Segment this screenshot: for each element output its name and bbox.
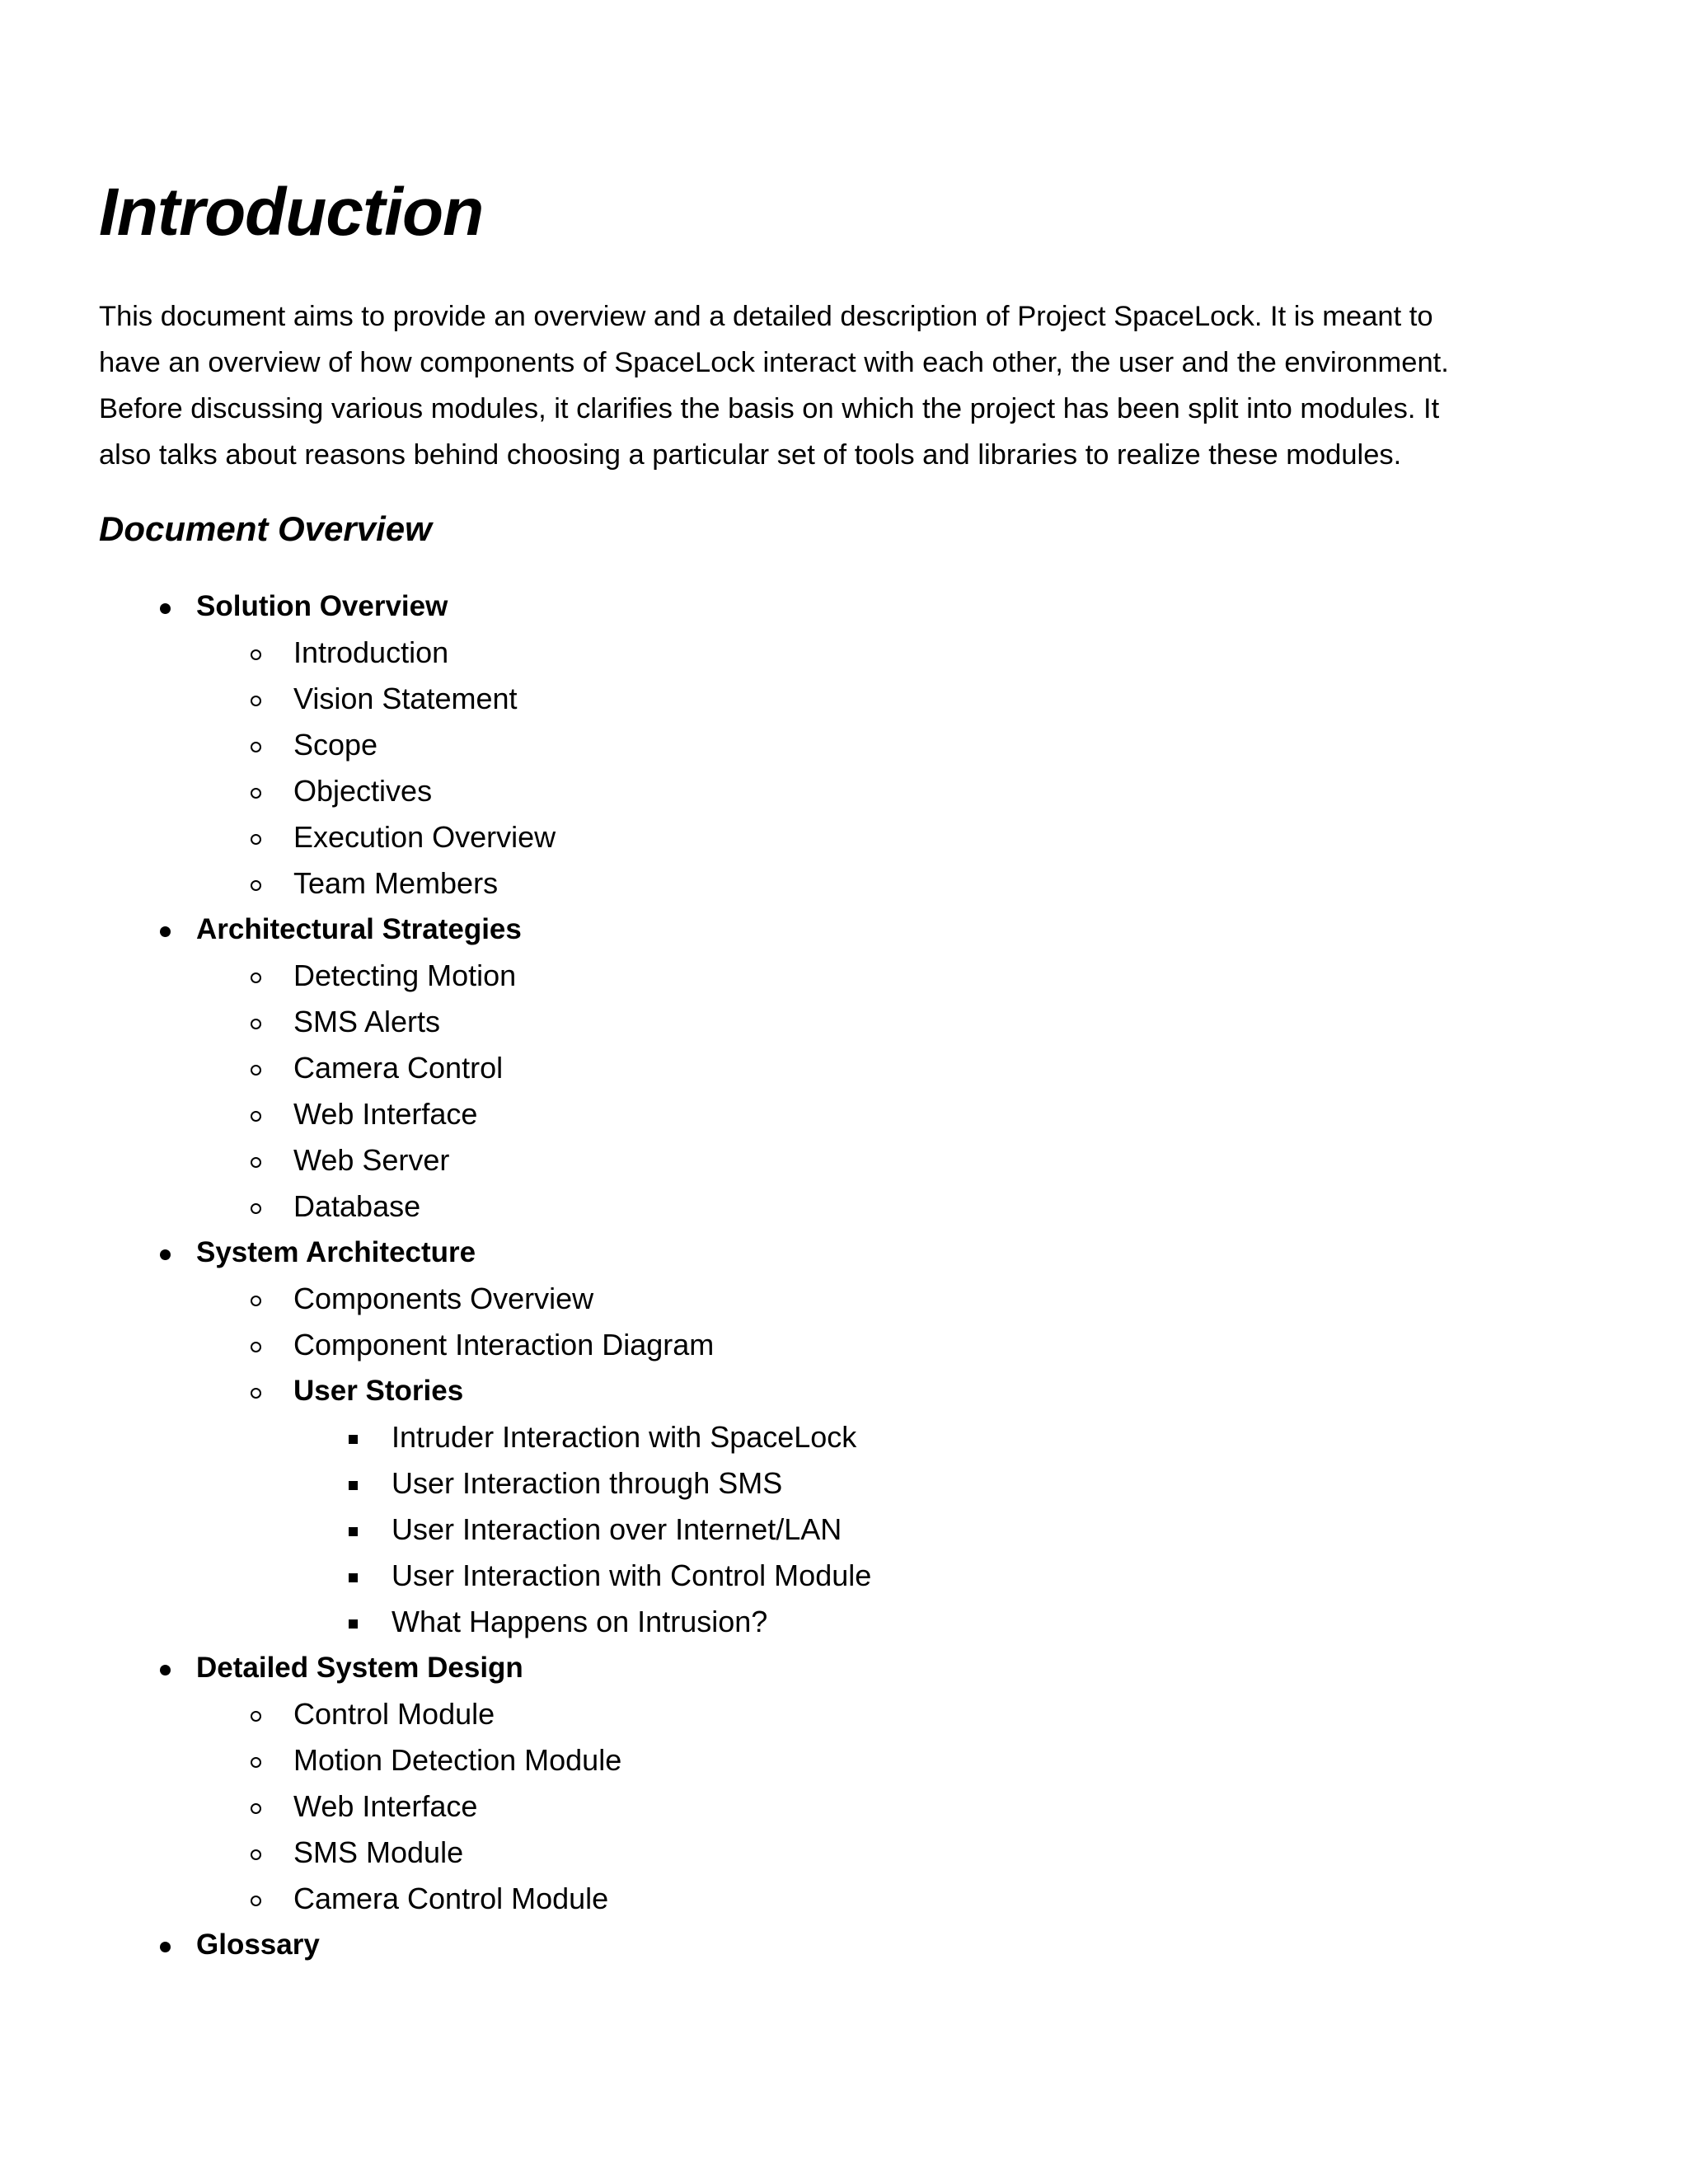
bullet-circle-icon xyxy=(239,722,272,768)
bullet-square-icon xyxy=(336,1599,369,1645)
outline-item-label: User Stories xyxy=(293,1375,464,1407)
bullet-circle-icon xyxy=(239,1045,272,1091)
outline-item-label: Web Server xyxy=(293,1143,450,1177)
outline-item-level-2 xyxy=(0,1091,1154,1137)
bullet-circle-icon xyxy=(239,1322,272,1368)
intro-line: This document aims to provide an overview and a detailed description of Project SpaceLock. It is meant to xyxy=(99,301,1433,332)
outline-item-level-3 xyxy=(0,1553,1154,1599)
bullet-circle-icon xyxy=(239,1737,272,1783)
outline-item-level-2 xyxy=(0,1183,1154,1230)
outline-item-label: Scope xyxy=(293,728,378,762)
page-title: Introduction xyxy=(99,175,484,250)
bullet-circle-icon xyxy=(239,1276,272,1322)
outline-item-label: Components Overview xyxy=(293,1282,594,1315)
outline-item-label: Web Interface xyxy=(293,1097,478,1131)
outline-item-label: Control Module xyxy=(293,1697,495,1731)
bullet-square-icon xyxy=(336,1414,369,1460)
document-overview-heading: Document Overview xyxy=(99,509,432,548)
bullet-circle-icon xyxy=(239,1691,272,1737)
outline-item-level-2 xyxy=(0,953,1154,999)
outline-item-level-2 xyxy=(0,676,1154,722)
outline-item-level-2 xyxy=(0,1876,1154,1922)
outline-item-level-3 xyxy=(0,1414,1154,1460)
outline-item-level-2 xyxy=(0,1783,1154,1830)
outline-item-level-3 xyxy=(0,1599,1154,1645)
intro-line: have an overview of how components of SpaceLock interact with each other, the user and the environment. xyxy=(99,347,1449,378)
outline-item-label: SMS Module xyxy=(293,1835,464,1869)
outline-item-label: Team Members xyxy=(293,866,499,900)
bullet-dot-icon xyxy=(148,1645,181,1691)
bullet-circle-icon xyxy=(239,630,272,676)
outline-item-level-2 xyxy=(0,1045,1154,1091)
outline-item-level-1 xyxy=(0,1922,1154,1968)
outline-item-label: Database xyxy=(293,1189,421,1223)
bullet-circle-icon xyxy=(239,1137,272,1183)
outline-item-label: Execution Overview xyxy=(293,820,556,854)
outline-item-level-2 xyxy=(0,630,1154,676)
outline-item-label: Motion Detection Module xyxy=(293,1743,622,1777)
bullet-circle-icon xyxy=(239,1783,272,1830)
outline-item-label: Introduction xyxy=(293,635,449,669)
bullet-square-icon xyxy=(336,1553,369,1599)
intro-line: Before discussing various modules, it clarifies the basis on which the project has been split into modules. It xyxy=(99,393,1440,424)
bullet-dot-icon xyxy=(148,1230,181,1276)
outline-item-level-2 xyxy=(0,860,1154,907)
bullet-circle-icon xyxy=(239,676,272,722)
outline-item-level-2 xyxy=(0,1368,1154,1414)
bullet-circle-icon xyxy=(239,999,272,1045)
bullet-circle-icon xyxy=(239,1876,272,1922)
outline-item-level-2 xyxy=(0,1830,1154,1876)
outline-item-label: Camera Control Module xyxy=(293,1882,609,1915)
outline-item-level-2 xyxy=(0,1691,1154,1737)
bullet-square-icon xyxy=(336,1460,369,1507)
bullet-circle-icon xyxy=(239,1368,272,1414)
bullet-circle-icon xyxy=(239,1183,272,1230)
outline-item-label: Component Interaction Diagram xyxy=(293,1328,715,1361)
outline-item-label: Web Interface xyxy=(293,1789,478,1823)
intro-line: also talks about reasons behind choosing a particular set of tools and libraries to realize these modules. xyxy=(99,439,1402,471)
outline-item-level-2 xyxy=(0,1137,1154,1183)
outline-item-level-2 xyxy=(0,999,1154,1045)
outline-item-label: Objectives xyxy=(293,774,433,808)
bullet-circle-icon xyxy=(239,814,272,860)
outline-item-label: Architectural Strategies xyxy=(196,913,522,945)
outline-item-level-2 xyxy=(0,1322,1154,1368)
bullet-circle-icon xyxy=(239,1830,272,1876)
outline-item-label: Intruder Interaction with SpaceLock xyxy=(392,1420,857,1454)
outline-item-level-1 xyxy=(0,907,1154,953)
outline-item-label: What Happens on Intrusion? xyxy=(392,1605,768,1638)
outline-item-label: Solution Overview xyxy=(196,590,448,622)
outline-item-level-2 xyxy=(0,1737,1154,1783)
outline-item-level-1 xyxy=(0,583,1154,630)
outline-item-level-2 xyxy=(0,814,1154,860)
bullet-dot-icon xyxy=(148,583,181,630)
outline-item-label: Detailed System Design xyxy=(196,1652,523,1684)
bullet-circle-icon xyxy=(239,953,272,999)
outline-item-label: System Architecture xyxy=(196,1236,476,1268)
bullet-circle-icon xyxy=(239,1091,272,1137)
outline-item-label: User Interaction over Internet/LAN xyxy=(392,1512,842,1546)
outline-item-label: User Interaction with Control Module xyxy=(392,1558,872,1592)
outline-item-label: User Interaction through SMS xyxy=(392,1466,783,1500)
bullet-dot-icon xyxy=(148,1922,181,1968)
outline-item-level-2 xyxy=(0,768,1154,814)
bullet-circle-icon xyxy=(239,860,272,907)
outline-item-level-2 xyxy=(0,1276,1154,1322)
outline-item-label: SMS Alerts xyxy=(293,1005,441,1038)
outline-item-level-3 xyxy=(0,1507,1154,1553)
bullet-square-icon xyxy=(336,1507,369,1553)
outline-item-level-1 xyxy=(0,1230,1154,1276)
outline-item-level-1 xyxy=(0,1645,1154,1691)
outline-item-level-3 xyxy=(0,1460,1154,1507)
bullet-circle-icon xyxy=(239,768,272,814)
outline-item-label: Detecting Motion xyxy=(293,958,517,992)
intro-paragraph xyxy=(99,293,1582,478)
outline-item-label: Glossary xyxy=(196,1929,320,1961)
bullet-dot-icon xyxy=(148,907,181,953)
outline-item-level-2 xyxy=(0,722,1154,768)
outline-item-label: Camera Control xyxy=(293,1051,504,1085)
outline-item-label: Vision Statement xyxy=(293,682,518,715)
